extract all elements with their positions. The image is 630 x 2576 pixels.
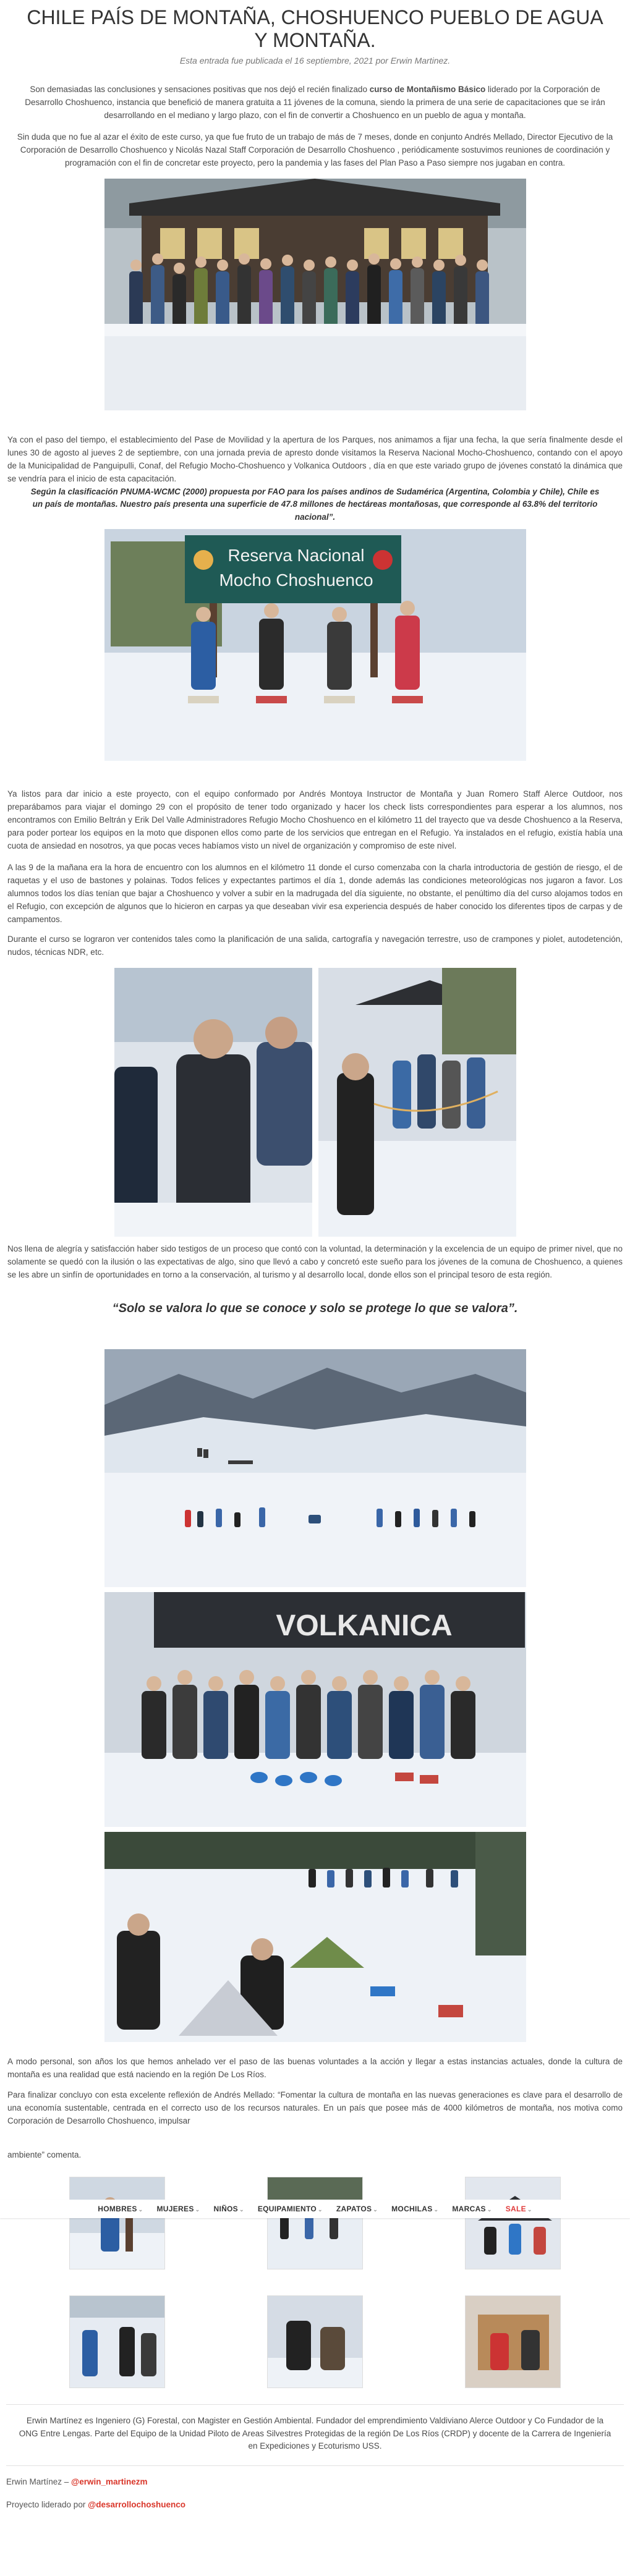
photo-instructor-talk <box>114 968 312 1237</box>
author-divider-bottom <box>6 2465 624 2466</box>
nav-equipamiento[interactable]: EQUIPAMIENTO ⌄ <box>257 2204 323 2213</box>
sign-line1: Reserva Nacional <box>228 546 364 566</box>
nav-ninos[interactable]: NIÑOS ⌄ <box>213 2204 244 2213</box>
gallery-thumb-2[interactable] <box>267 2177 363 2269</box>
chevron-down-icon: ⌄ <box>318 2206 323 2213</box>
sign-line2: Mocho Choshuenco <box>218 570 373 590</box>
blog-post <box>0 6 630 2512</box>
chevron-down-icon: ⌄ <box>138 2206 143 2213</box>
photo-row-training <box>6 968 624 1237</box>
nav-marcas[interactable]: MARCAS ⌄ <box>452 2204 492 2213</box>
paragraph-intro: Son demasiadas las conclusiones y sensaciones positivas que nos dejó el recién finalizado curso de Montañismo Básico liderado por la Corporación de Desarrollo Choshuenco, instancia que benefició de manera gratuita a 11 jóvenes de la comuna, siendo la primera de una serie de capacitaciones que se irán desarrollando en el mediano y largo plazo, con el fin de convertir a Choshuenco en un pueblo de agua y montaña. <box>25 85 605 121</box>
chevron-down-icon: ⌄ <box>239 2206 244 2213</box>
photo-reserve-sign <box>104 529 526 761</box>
gallery-thumb-6[interactable] <box>465 2295 561 2388</box>
gallery-thumb-1[interactable] <box>69 2177 165 2269</box>
chevron-down-icon: ⌄ <box>373 2206 378 2213</box>
nav-mujeres[interactable]: MUJERES ⌄ <box>156 2204 200 2213</box>
paragraph-first-day: A las 9 de la mañana era la hora de encuentro con los alumnos en el kilómetro 11 donde el curso comenzaba con la charla introductoria de gestión de riesgo, el de raquetas y el uso de bastones y polainas. Todos felices y expectantes partimos el día 1, donde además las condiciones meteorológicas nos jugaron a favor. Los alumnos todos los días tenían que bajar a Choshuenco y volver a subir en la madrugada del día siguiente, no obstante, el penúltimo día del curso alojamos todos en el Refugio, con excepción de algunos que lo hicieron en carpas ya que deseaban vivir esa experiencia después de haber conocido los diferentes tipos de carpas y de campamentos. <box>7 862 623 924</box>
tent-brand: VOLKANICA <box>275 1609 453 1643</box>
gallery-thumb-4[interactable] <box>69 2295 165 2388</box>
chevron-down-icon: ⌄ <box>195 2206 200 2213</box>
photo-snow-valley <box>104 1349 526 1587</box>
nav-zapatos[interactable]: ZAPATOS ⌄ <box>336 2204 378 2213</box>
course-name: curso de Montañismo Básico <box>369 85 486 95</box>
nav-sale[interactable]: SALE ⌄ <box>505 2204 532 2213</box>
nav-mochilas[interactable]: MOCHILAS ⌄ <box>391 2204 439 2213</box>
photo-group-refuge <box>104 179 526 410</box>
post-title: CHILE PAÍS DE MONTAÑA, CHOSHUENCO PUEBLO DE AGUA Y MONTAÑA. <box>27 6 603 51</box>
gallery-thumb-5[interactable] <box>267 2295 363 2388</box>
author-bio: Erwin Martínez es Ingeniero (G) Forestal, con Magister en Gestión Ambiental. Fundador del emprendimiento Valdiviano Alerce Outdoor y Co Fundador de la ONG Entre Lengas. Parte del Equipo de la Unidad Piloto de Areas Silvestres Protegidas de la región De Los Ríos (CRDP) y docente de la Carrera de Ingeniería en Expediciones y Ecoturismo USS. <box>19 2415 611 2451</box>
paragraph-satisfaction: Nos llena de alegría y satisfacción haber sido testigos de un proceso que contó con la voluntad, la determinación y la excelencia de un equipo de primer nivel, que no solamente se quedó con la ilusión o las expectativas de algo, sino que llevó a cabo y concretó este sueño para los jóvenes de la comuna de Choshuenco, a quienes se les abre un sinfín de oportunidades en torno a la conservación, al turismo y al desarrollo local, donde ellos son el principal tesoro de esta región. <box>7 1244 623 1280</box>
author-handle-link[interactable]: @erwin_martinezm <box>71 2477 148 2487</box>
paragraph-reflection: Para finalizar concluyo con esta excelente reflexión de Andrés Mellado: “Fomentar la cultura de montaña en las nuevas generaciones es clave para el desarrollo de una economía sustentable, centrada en el correcto uso de los recursos naturales. En un país que posee más de 4000 kilómetros de montaña, nos motiva como Corporación de Desarrollo Choshuenco, impulsar <box>7 2090 623 2125</box>
chevron-down-icon: ⌄ <box>487 2206 492 2213</box>
paragraph-preparation: Ya listos para dar inicio a este proyecto, con el equipo conformado por Andrés Montoya Instructor de Montaña y Juan Romero Staff Alerce Outdoor, nos preparábamos para viajar el domingo 29 con el propósito de tener todo organizado y hacer los check lists correspondientes para esperar a los alumnos, nos encontramos con Emilio Beltrán y Erik Del Valle Administradores Refugio Mocho Choshuenco en el kilómetro 11 del trayecto que va desde Choshuenco a la Reserva, para poder portear los equipos en la moto que disponen ellos como parte de los servicios que entregan en el Refugio. Ya instalados en el refugio, existía había una cuota de ansiedad en nosotros, ya que pocas veces habíamos visto un nivel de organización y compromiso de este nivel. <box>7 789 623 850</box>
paragraph-coordination: Sin duda que no fue al azar el éxito de este curso, ya que fue fruto de un trabajo de más de 7 meses, donde en conjunto Andrés Mellado, Director Ejecutivo de la Corporación de Desarrollo Choshuenco y Nicolás Nazal Staff Corporación de Desarrollo Choshuenco , periódicamente sostuvimos reuniones de coordinación y programación con el fin de concretar este proyecto, pero la pandemia y las fases del Plan Paso a Paso siempre nos jugaban en contra. <box>17 132 613 167</box>
category-nav <box>0 2200 630 2218</box>
chevron-down-icon: ⌄ <box>527 2206 532 2213</box>
photo-volkanica-tent <box>104 1592 526 1827</box>
post-meta: Esta entrada fue publicada el 16 septiembre, 2021 por Erwin Martinez. <box>179 55 451 66</box>
project-handle-link[interactable]: @desarrollochoshuenco <box>88 2500 186 2510</box>
paragraph-personal: A modo personal, son años los que hemos anhelado ver el paso de las buenas voluntades a la acción y llegar a estas instancias actuales, donde la cultura de montaña es una realidad que está naciendo en la región De Los Ríos. <box>7 2057 623 2080</box>
footer-project: Proyecto liderado por @desarrollochoshuenco <box>6 2500 186 2510</box>
chevron-down-icon: ⌄ <box>433 2206 439 2213</box>
quote-pnuma: Según la clasificación PNUMA-WCMC (2000) propuesta por FAO para los países andinos de Sudamérica (Argentina, Colombia y Chile), Chile es un país de montañas. Nuestro país presenta una superficie de 47.8 millones de hectáreas montañosas, que corresponde al 63.8% del territorio nacional”. <box>30 486 600 522</box>
author-divider-top <box>6 2404 624 2405</box>
nav-hombres[interactable]: HOMBRES ⌄ <box>98 2204 143 2213</box>
quote-valora: “Solo se valora lo que se conoce y solo se protege lo que se valora”. <box>112 1302 518 1316</box>
footer-author: Erwin Martínez – @erwin_martinezm <box>6 2477 148 2487</box>
paragraph-dates: Ya con el paso del tiempo, el establecimiento del Pase de Movilidad y la apertura de los Parques, nos animamos a fijar una fecha, la que sería finalmente desde el lunes 30 de agosto al jueves 2 de septiembre, con una jornada previa de apresto donde visitamos la Reserva Nacional Mocho-Choshuenco, contando con el apoyo de la Municipalidad de Panguipulli, Conaf, del Refugio Mocho-Choshuenco y Volkanica Outdoors , día en que este variado grupo de jóvenes constató la dinámica que se vendría para el inicio de esta capacitación. <box>7 434 623 483</box>
paragraph-reflection-tail: ambiente” comenta. <box>7 2150 82 2159</box>
photo-snow-camp <box>104 1832 526 2042</box>
gallery-thumb-3[interactable] <box>465 2177 561 2269</box>
photo-rope-practice <box>318 968 516 1237</box>
paragraph-contents: Durante el curso se lograron ver contenidos tales como la planificación de una salida, cartografía y navegación terrestre, uso de crampones y piolet, autodetención, nudos, técnicas NDR, etc. <box>7 934 623 957</box>
